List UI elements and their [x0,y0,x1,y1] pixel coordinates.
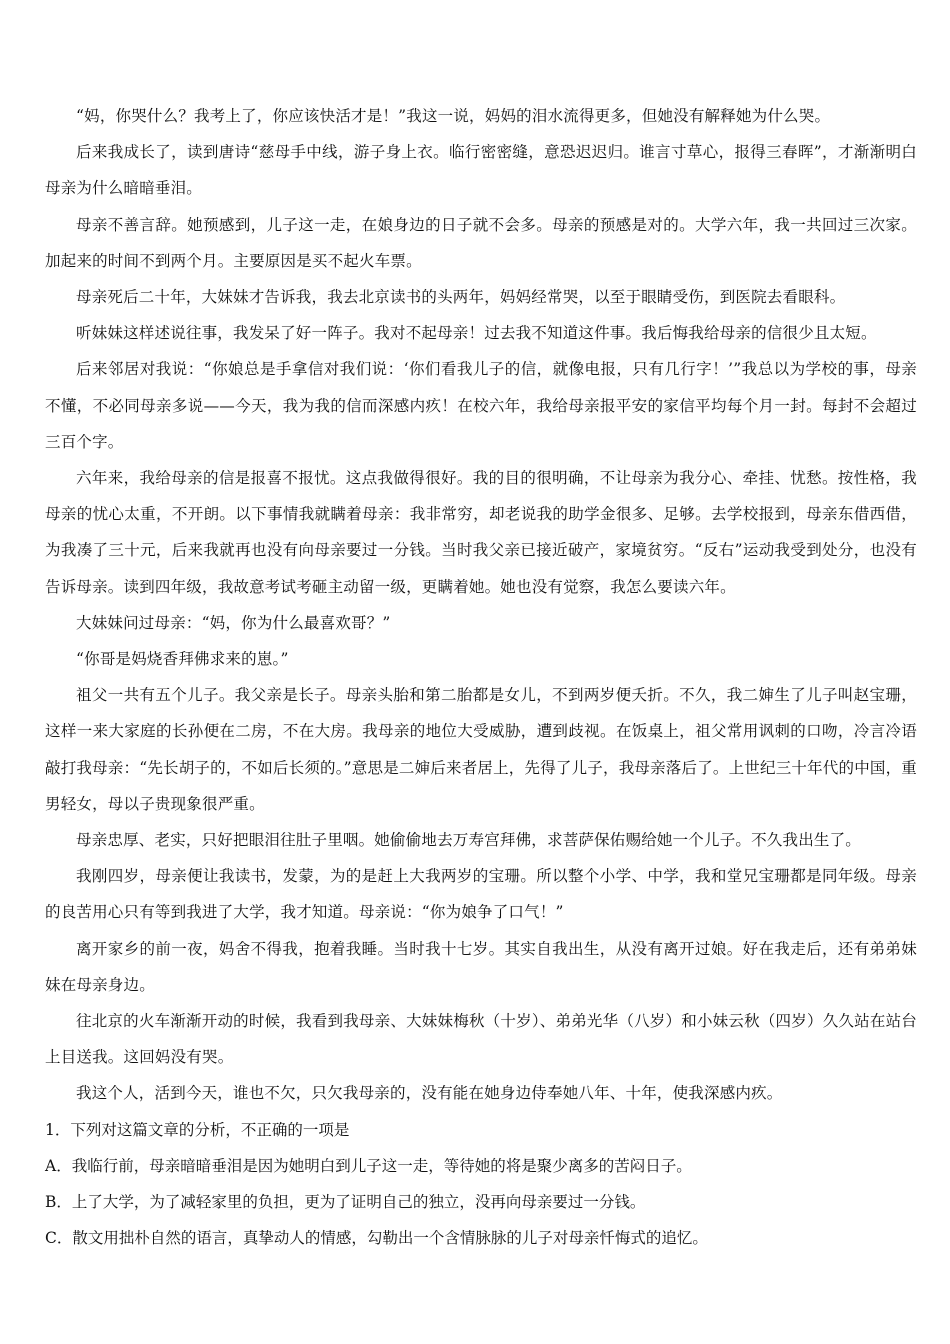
paragraph: 我刚四岁，母亲便让我读书，发蒙，为的是赶上大我两岁的宝珊。所以整个小学、中学，我和堂兄宝珊都是同年级。母亲的良苦用心只有等到我进了大学，我才知道。母亲说：“你为娘争了口气！” [45,867,917,922]
option-a: A．我临行前，母亲暗暗垂泪是因为她明白到儿子这一走，等待她的将是聚少离多的苦闷日子。 [45,1156,692,1175]
option-c: C．散文用拙朴自然的语言，真挚动人的情感，勾勒出一个含情脉脉的儿子对母亲忏悔式的追忆。 [45,1229,708,1248]
option-b: B．上了大学，为了减轻家里的负担，更为了证明自己的独立，没再向母亲要过一分钱。 [45,1193,646,1212]
paragraph: 母亲忠厚、老实，只好把眼泪往肚子里咽。她偷偷地去万寿宫拜佛，求菩萨保佑赐给她一个儿子。不久我出生了。 [76,831,862,850]
paragraph: “你哥是妈烧香拜佛求来的崽。” [76,650,289,669]
paragraph: 听妹妹这样述说往事，我发呆了好一阵子。我对不起母亲！过去我不知道这件事。我后悔我给母亲的信很少且太短。 [76,324,877,343]
passage [45,98,917,1112]
paragraph: 往北京的火车渐渐开动的时候，我看到我母亲、大妹妹梅秋（十岁）、弟弟光华（八岁）和小妹云秋（四岁）久久站在站台上目送我。这回妈没有哭。 [45,1012,917,1067]
paragraph: 六年来，我给母亲的信是报喜不报忧。这点我做得很好。我的目的很明确，不让母亲为我分心、牵挂、忧愁。按性格，我母亲的忧心太重，不开朗。以下事情我就瞒着母亲：我非常穷，却老说我的助学金很多、足够。去学校报到，母亲东借西借，为我凑了三十元，后来我就再也没有向母亲要过一分钱。当时我父亲已接近破产，家境贫穷。“反右”运动我受到处分，也没有告诉母亲。读到四年级，我故意考试考砸主动留一级，更瞒着她。她也没有觉察，我怎么要读六年。 [45,469,917,596]
paragraph: 后来邻居对我说：“你娘总是手拿信对我们说：‘你们看我儿子的信，就像电报，只有几行字！’”我总以为学校的事，母亲不懂，不必同母亲多说——今天，我为我的信而深感内疚！在校六年，我给母亲报平安的家信平均每个月一封。每封不会超过三百个字。 [45,360,917,451]
paragraph: 后来我成长了，读到唐诗“慈母手中线，游子身上衣。临行密密缝，意恐迟迟归。谁言寸草心，报得三春晖”，才渐渐明白母亲为什么暗暗垂泪。 [45,143,917,198]
paragraph: 离开家乡的前一夜，妈舍不得我，抱着我睡。当时我十七岁。其实自我出生，从没有离开过娘。好在我走后，还有弟弟妹妹在母亲身边。 [45,939,917,994]
paragraph: 大妹妹问过母亲：“妈，你为什么最喜欢哥？” [76,613,391,632]
paragraph: 我这个人，活到今天，谁也不欠，只欠我母亲的，没有能在她身边侍奉她八年、十年，使我深感内疚。 [76,1084,783,1103]
paragraph: 母亲死后二十年，大妹妹才告诉我，我去北京读书的头两年，妈妈经常哭，以至于眼睛受伤，到医院去看眼科。 [76,288,846,307]
paragraph: 母亲不善言辞。她预感到，儿子这一走，在娘身边的日子就不会多。母亲的预感是对的。大学六年，我一共回过三次家。加起来的时间不到两个月。主要原因是买不起火车票。 [45,215,917,270]
paragraph: 祖父一共有五个儿子。我父亲是长子。母亲头胎和第二胎都是女儿，不到两岁便夭折。不久，我二婶生了儿子叫赵宝珊，这样一来大家庭的长孙便在二房，不在大房。我母亲的地位大受威胁，遭到歧视。在饭桌上，祖父常用讽刺的口吻，冷言冷语敲打我母亲：“先长胡子的，不如后长须的。”意思是二婶后来者居上，先得了儿子，我母亲落后了。上世纪三十年代的中国，重男轻女，母以子贵现象很严重。 [45,686,918,813]
question-block [45,1112,917,1257]
document-page [45,98,917,1257]
question-stem: 1．下列对这篇文章的分析，不正确的一项是 [45,1120,350,1139]
paragraph: “妈，你哭什么？我考上了，你应该快活才是！”我这一说，妈妈的泪水流得更多，但她没有解释她为什么哭。 [76,107,831,125]
